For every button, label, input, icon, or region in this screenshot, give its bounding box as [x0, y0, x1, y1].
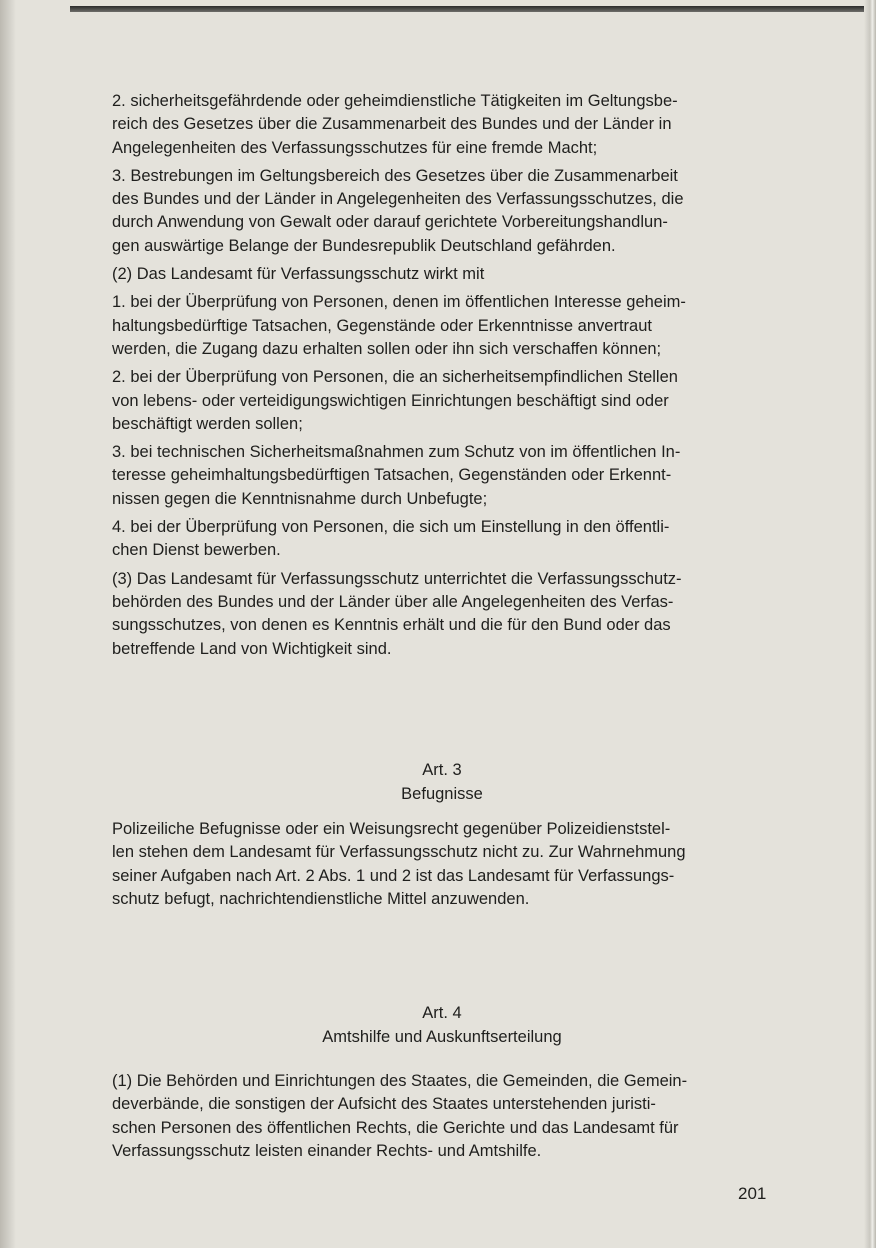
art3-body — [112, 818, 782, 916]
art4-body — [112, 1070, 782, 1168]
art4-number: Art. 4 — [422, 1004, 462, 1022]
paragraph-item-3-bestrebungen: 3. Bestrebungen im Geltungsbereich des Gesetzes über die Zusammenarbeit des Bundes und der Länder in Angelegenheiten des Verfassungsschutzes, die durch Anwendung von Gewalt oder darauf gerichtete Vorbereitungshandlun- gen auswärtige Belange der Bundesrepublik Deutschland gefährden. — [112, 166, 684, 255]
paragraph-block-1 — [112, 90, 782, 666]
page-right-edge — [864, 0, 876, 1248]
art4-title: Amtshilfe und Auskunftserteilung — [322, 1027, 562, 1046]
art4-paragraph: (1) Die Behörden und Einrichtungen des Staates, die Gemeinden, die Gemein- deverbände, die sonstigen der Aufsicht des Staates unterstehenden juristi- schen Personen des öffentlichen Rechts, die Gerichte und das Landesamt für Verfassungsschutz leisten einander Rechts- und Amtshilfe. — [112, 1072, 688, 1160]
art4-heading — [112, 1002, 772, 1049]
art3-title: Befugnisse — [401, 784, 483, 803]
page-binding-edge — [0, 0, 16, 1248]
art3-number: Art. 3 — [422, 761, 462, 779]
paragraph-abs-2: (2) Das Landesamt für Verfassungsschutz wirkt mit — [112, 265, 485, 284]
art3-paragraph: Polizeiliche Befugnisse oder ein Weisungsrecht gegenüber Polizeidienststel- len stehen dem Landesamt für Verfassungsschutz nicht zu. Zur Wahrnehmung seiner Aufgaben nach Art. 2 Abs. 1 und 2 ist das Landesamt für Verfassungs- schutz befugt, nachrichtendienstliche Mittel anzuwenden. — [112, 820, 686, 908]
paragraph-item-2-sicherheitsgefaehrdend: 2. sicherheitsgefährdende oder geheimdienstliche Tätigkeiten im Geltungsbe- reich des Gesetzes über die Zusammenarbeit des Bundes und der Länder in Angelegenheiten des Verfassungsschutzes für eine fremde Macht; — [112, 92, 678, 157]
paragraph-abs-3: (3) Das Landesamt für Verfassungsschutz unterrichtet die Verfassungsschutz- behörden des Bundes und der Länder über alle Angelegenheiten des Verfas- sungsschutzes, von denen es Kenntnis erhält und die für den Bund oder das betreffende Land von Wichtigkeit sind. — [112, 569, 682, 658]
paragraph-item-3-technische-massnahmen: 3. bei technischen Sicherheitsmaßnahmen zum Schutz von im öffentlichen In- teresse geheimhaltungsbedürftigen Tatsachen, Gegenständen oder Erkennt- nissen gegen die Kenntnisnahme durch Unbefugte; — [112, 443, 681, 508]
top-scan-edge — [70, 6, 866, 12]
paragraph-item-2-ueberpruefung: 2. bei der Überprüfung von Personen, die an sicherheitsempfindlichen Stellen von lebens- oder verteidigungswichtigen Einrichtungen beschäftigt sind oder beschäftigt werden sollen; — [112, 368, 678, 433]
paragraph-item-1-ueberpruefung: 1. bei der Überprüfung von Personen, denen im öffentlichen Interesse geheim- haltungsbedürftige Tatsachen, Gegenstände oder Erkenntnisse anvertraut werden, die Zugang dazu erhalten sollen oder ihn sich verschaffen können; — [112, 293, 686, 358]
art3-heading — [112, 759, 772, 806]
page-number: 201 — [738, 1184, 767, 1203]
paragraph-item-4-einstellung: 4. bei der Überprüfung von Personen, die sich um Einstellung in den öffentli- chen Dienst bewerben. — [112, 518, 670, 560]
